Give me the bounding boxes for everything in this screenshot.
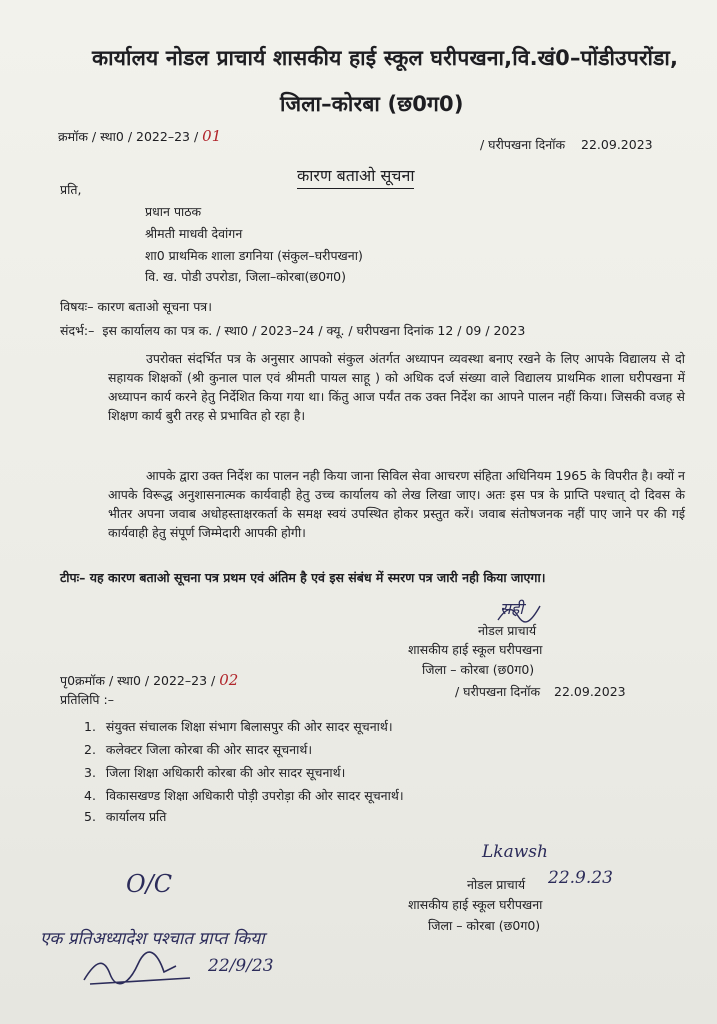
copy-number-prefix: पृ0क्रमॉक / स्था0 / 2022–23 / (60, 673, 216, 688)
subject-text: कारण बताओ सूचना पत्र। (97, 299, 212, 314)
copy-item-text: संयुक्त संचालक शिक्षा संभाग बिलासपुर की ओर सादर सूचनार्थ। (105, 719, 393, 734)
recipient-line-3: शा0 प्राथमिक शाला डगनिया (संकुल–घरीपखना) (145, 248, 363, 263)
oc-mark: O/C (126, 870, 173, 898)
body-paragraph-1: उपरोक्त संदर्भित पत्र के अनुसार आपको संकुल अंतर्गत अध्यापन व्यवस्था बनाए रखने के लिए आपके विद्यालय से दो सहायक शिक्षकों (श्री कुनाल पाल एवं श्रीमती पायल साहू ) को अधिक दर्ज संख्या वाले विद्यालय प्राथमिक शाला घरीपखना में अध्यापन कार्य करने हेतु निर्देशित किया गया था। किंतु आज पर्यंत तक उक्त निर्देश का आपने पालन नहीं किया। जिसकी वजह से शिक्षण कार्य बुरी तरह से प्रभावित हो रहा है। (108, 351, 685, 423)
recipient-prefix: प्रति, (60, 182, 82, 197)
recipient-line-2: श्रीमती माधवी देवांगन (145, 226, 243, 241)
reference-number (58, 127, 221, 145)
copy-item-number: 5. (84, 809, 96, 824)
reference-place-label: / घरीपखना दिनॉक (480, 137, 566, 152)
copy-item-text: कार्यालय प्रति (105, 809, 167, 824)
reference-date: 22.09.2023 (581, 137, 653, 152)
copy-item (84, 808, 166, 825)
note (60, 568, 680, 587)
context (60, 322, 525, 339)
subject (60, 298, 212, 315)
copy-item-number: 4. (84, 788, 96, 803)
signature-1-school: शासकीय हाई स्कूल घरीपखना (408, 642, 543, 657)
copy-label: प्रतिलिपि :– (60, 692, 114, 707)
context-label: संदर्भ:– (60, 323, 95, 338)
reference-place-date (480, 136, 653, 153)
copy-item-text: कलेक्टर जिला कोरबा की ओर सादर सूचनार्थ। (105, 742, 313, 757)
recipient-line-1: प्रधान पाठक (145, 204, 202, 219)
signature-1-district: जिला – कोरबा (छ0ग0) (422, 662, 535, 677)
copy-item (84, 787, 404, 804)
copy-item (84, 764, 345, 781)
signature-2-school: शासकीय हाई स्कूल घरीपखना (408, 897, 543, 912)
notice-title: कारण बताओ सूचना (297, 164, 414, 189)
copy-item-text: विकासखण्ड शिक्षा अधिकारी पोड़ी उपरोड़ा की ओर सादर सूचनार्थ। (105, 788, 404, 803)
copy-item-number: 2. (84, 742, 96, 757)
copy-item-text: जिला शिक्षा अधिकारी कोरबा की ओर सादर सूचनार्थ। (105, 765, 346, 780)
copy-item (84, 718, 393, 735)
reference-number-prefix: क्रमॉक / स्था0 / 2022–23 / (58, 129, 199, 144)
signature-1-place-date (455, 683, 626, 700)
signature-2-designation: नोडल प्राचार्य (467, 877, 526, 892)
copy-number-handwritten: 02 (219, 671, 239, 689)
receipt-signature-scribble (80, 950, 200, 990)
note-text: यह कारण बताओ सूचना पत्र प्रथम एवं अंतिम है एवं इस संबंध में स्मरण पत्र जारी नही किया जाएगा। (89, 570, 546, 585)
signature-1-place-label: / घरीपखना दिनॉक (455, 684, 541, 699)
note-label: टीपः– (60, 570, 86, 585)
signature-1-handwritten: सही (500, 599, 524, 618)
context-text: इस कार्यालय का पत्र क. / स्था0 / 2023–24 / क्यू. / घरीपखना दिनांक 12 / 09 / 2023 (102, 323, 526, 338)
office-header-line2: जिला–कोरबा (छ0ग0) (280, 92, 464, 116)
subject-label: विषयः– (60, 299, 94, 314)
receipt-date: 22/9/23 (208, 956, 274, 976)
copy-item-number: 3. (84, 765, 96, 780)
receipt-note: एक प्रतिअध्यादेश पश्चात प्राप्त किया (40, 929, 265, 949)
body-paragraph-2: आपके द्वारा उक्त निर्देश का पालन नही किया जाना सिविल सेवा आचरण संहिता अधिनियम 1965 के विपरीत है। क्यों न आपके विरूद्ध अनुशासनात्मक कार्यवाही हेतु उच्च कार्यालय को लेख लिखा जाए। अतः इस पत्र के प्राप्ति पश्चात् दो दिवस के भीतर अपना जवाब अधोहस्ताक्षरकर्ता के समक्ष स्वयं उपस्थित होकर प्रस्तुत करें। जवाब संतोषजनक नहीं पाए जाने पर की गई कार्यवाही हेतु संपूर्ण जिम्मेदारी आपकी होगी। (108, 468, 685, 540)
signature-2-handwritten-date: 22.9.23 (548, 868, 613, 888)
signature-2-district: जिला – कोरबा (छ0ग0) (428, 918, 541, 933)
copy-item (84, 741, 312, 758)
copy-item-number: 1. (84, 719, 96, 734)
signature-1-date: 22.09.2023 (554, 684, 626, 699)
copy-number (60, 671, 238, 689)
signature-2-handwritten-name: Lkawsh (482, 842, 548, 862)
office-header-line1: कार्यालय नोडल प्राचार्य शासकीय हाई स्कूल घरीपखना,वि.खं0–पोंडीउपरोंडा, (92, 46, 679, 70)
reference-number-handwritten: 01 (202, 127, 222, 145)
recipient-line-4: वि. ख. पोडी उपरोडा, जिला–कोरबा(छ0ग0) (145, 269, 346, 284)
signature-1-designation: नोडल प्राचार्य (478, 623, 537, 638)
